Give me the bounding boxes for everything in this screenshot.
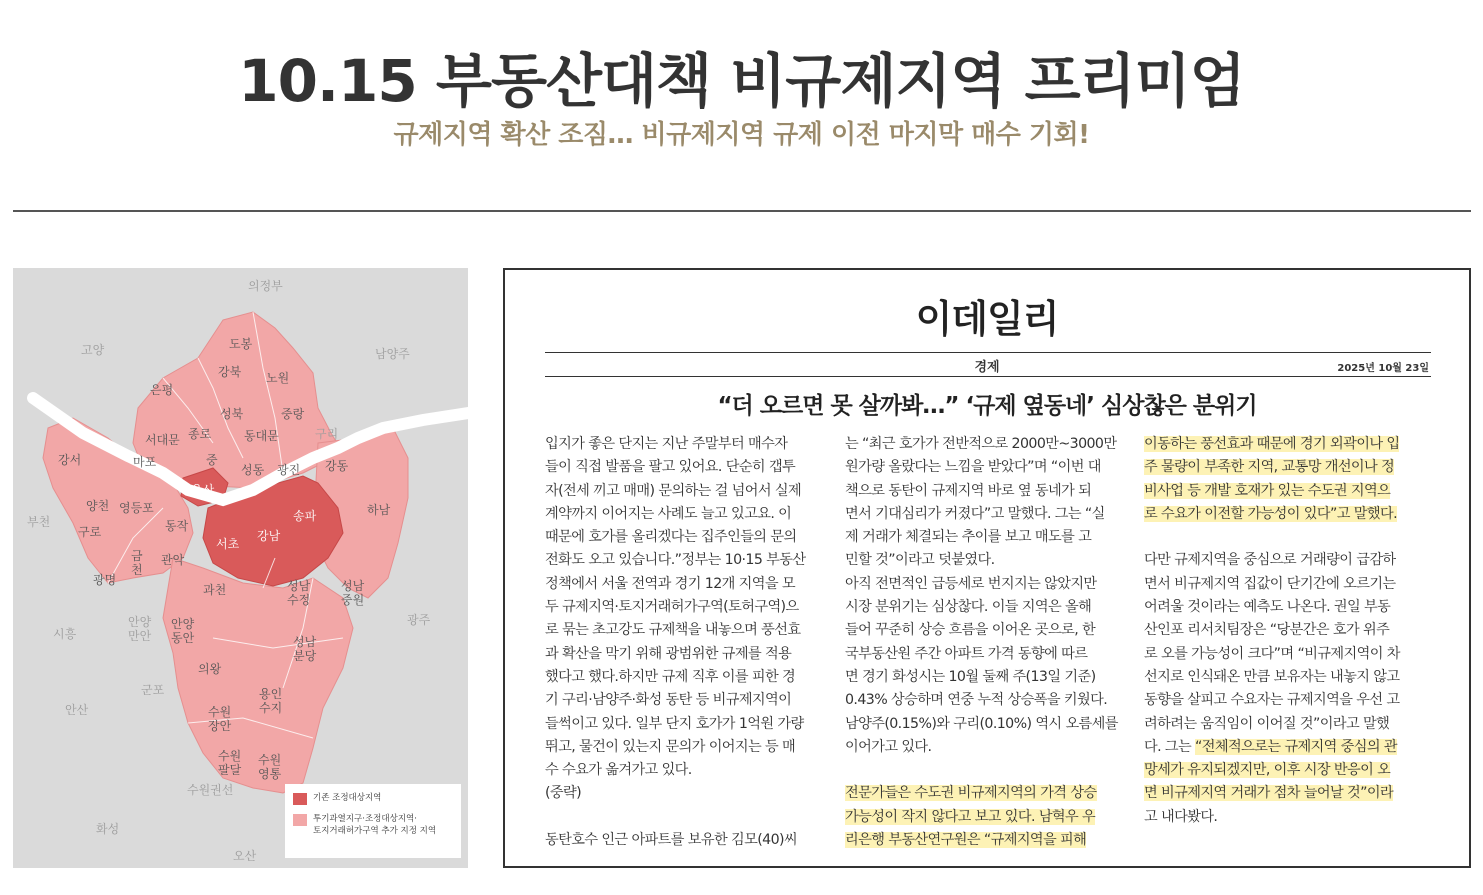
legend-label-existing: 기존 조정대상지역	[313, 793, 382, 803]
label-yongin-suji: 용인 수지	[259, 687, 283, 715]
article-line	[1144, 433, 1432, 456]
article-line-text: 면 경기 화성시는 10월 둘째 주(13일 기준)	[845, 668, 1096, 685]
label-dongjak: 동작	[165, 519, 189, 533]
label-gwanak: 관악	[161, 553, 185, 567]
label-guri: 구리	[315, 427, 339, 441]
article-line	[845, 619, 1133, 642]
label-mapo: 마포	[133, 455, 157, 469]
article-line-text: 입지가 좋은 단지는 지난 주말부터 매수자	[545, 436, 788, 452]
article-line	[545, 596, 833, 619]
label-yeongdeungpo: 영등포	[119, 501, 154, 515]
article-line	[545, 689, 833, 712]
article-line	[845, 829, 1133, 852]
map-graphic	[13, 268, 468, 868]
label-bucheon: 부천	[27, 515, 51, 529]
article-line	[1144, 782, 1432, 805]
article-line-text: 민할 것”이라고 덧붙였다.	[845, 552, 995, 569]
article-headline: “더 오르면 못 살까봐…” ‘규제 옆동네’ 심상찮은 분위기	[717, 393, 1257, 419]
article-line	[545, 806, 833, 829]
regulation-map	[13, 268, 468, 868]
label-seongdong: 성동	[241, 463, 265, 477]
article-line-text: 아직 전면적인 급등세로 번지지는 않았지만	[845, 575, 1097, 592]
article-line-text: 다. 그는	[1144, 738, 1196, 755]
label-gwangjin: 광진	[277, 463, 301, 477]
article-line-text: 국부동산원 주간 아파트 가격 동향에 따르	[845, 645, 1088, 662]
article-line	[845, 549, 1133, 572]
article-line	[845, 736, 1133, 759]
divider	[13, 210, 1471, 212]
label-seongnam-bundang: 성남 분당	[293, 635, 317, 663]
article-line	[845, 503, 1133, 526]
label-hanam: 하남	[367, 503, 391, 517]
publication-date: 2025년 10월 23일	[1337, 363, 1429, 374]
article-line-text: 전문가들은 수도권 비규제지역의 가격 상승	[845, 785, 1097, 802]
article-line-text: 면 비규제지역 거래가 점차 늘어날 것”이라	[1144, 785, 1394, 802]
article-line-text: 때문에 호가를 올리겠다는 집주인들의 문의	[545, 529, 797, 546]
label-geumcheon: 금 천	[131, 549, 143, 577]
label-gangbuk: 강북	[218, 365, 242, 379]
label-eunpyeong: 은평	[150, 383, 174, 397]
label-yongsan: 용산	[191, 483, 215, 497]
label-gwangmyeong: 광명	[93, 573, 117, 587]
article-column-3	[1144, 433, 1432, 829]
article-line	[1144, 456, 1432, 479]
article-line	[1144, 480, 1432, 503]
article-line-text: 0.43% 상승하며 연중 누적 상승폭을 키웠다.	[845, 692, 1108, 709]
article-line-text: 남양주(0.15%)와 구리(0.10%) 역시 오름세를	[845, 715, 1118, 732]
article-column-2	[845, 433, 1133, 852]
article-line-text: 로 수요가 이전할 가능성이 있다”고 말했다.	[1144, 505, 1397, 522]
article-line-text: 들썩이고 있다. 일부 단지 호가가 1억원 가량	[545, 715, 804, 732]
article-line	[545, 503, 833, 526]
article-line	[545, 549, 833, 572]
label-jungnang: 중랑	[281, 407, 305, 421]
article-line-text: 들이 직접 발품을 팔고 있어요. 단순히 갭투	[545, 459, 796, 476]
label-namyangju: 남양주	[375, 347, 410, 361]
article-line	[845, 689, 1133, 712]
article-line	[845, 713, 1133, 736]
article-line-text: 동향을 살피고 수요자는 규제지역을 우선 고	[1144, 692, 1400, 709]
article-line-text: 로 오를 가능성이 크다”며 “비규제지역이 차	[1144, 645, 1400, 662]
label-jung: 중	[206, 453, 218, 467]
label-gunpo: 군포	[141, 683, 165, 697]
label-songpa: 송파	[293, 509, 317, 523]
article-line	[545, 736, 833, 759]
label-gwacheon: 과천	[203, 583, 227, 597]
article-line	[1144, 713, 1432, 736]
article-line	[545, 782, 833, 805]
label-seocho: 서초	[216, 537, 240, 551]
article-line-text: 선지로 인식돼온 만큼 보유자는 내놓지 않고	[1144, 668, 1400, 685]
article-line-text: 들어 꾸준히 상승 흐름을 이어온 곳으로, 한	[845, 622, 1096, 639]
article-line	[1144, 573, 1432, 596]
article-line	[1144, 619, 1432, 642]
article-line	[545, 456, 833, 479]
article-line-text: 두 규제지역·토지거래허가구역(토허구역)으	[545, 599, 799, 616]
article-line	[845, 643, 1133, 666]
label-seongnam-sujeong: 성남 수정	[287, 579, 311, 607]
article-line-text: 망세가 유지되겠지만, 이후 시장 반응이 오	[1144, 762, 1391, 779]
article-line	[1144, 806, 1432, 829]
article-line-text: 어려울 것이라는 예측도 나온다. 권일 부동	[1144, 599, 1391, 616]
article-line-text: 려하려는 움직임이 이어질 것”이라고 말했	[1144, 715, 1390, 732]
legend-swatch-added	[293, 814, 307, 826]
label-nowon: 노원	[266, 371, 290, 385]
page-title: 10.15 부동산대책 비규제지역 프리미엄	[238, 47, 1245, 115]
article-line-text: 수 수요가 옮겨가고 있다.	[545, 762, 692, 779]
article-line-text: 리은행 부동산연구원은 “규제지역을 피해	[845, 832, 1087, 849]
label-gangdong: 강동	[325, 459, 349, 473]
article-line-text: 했다고 했다.하지만 규제 직후 이를 피한 경	[545, 668, 796, 685]
article-line-text: 자(전세 끼고 매매) 문의하는 걸 넘어서 실제	[545, 482, 802, 499]
article-line	[845, 782, 1133, 805]
legend-swatch-existing	[293, 793, 307, 805]
article-line	[545, 619, 833, 642]
label-uijeongbu: 의정부	[248, 279, 283, 293]
article-line	[1144, 736, 1432, 759]
article-column-1	[545, 433, 833, 852]
article-line-text: 시장 분위기는 심상찮다. 이들 지역은 올해	[845, 599, 1092, 616]
label-suwon-yeongtong: 수원 영통	[258, 753, 282, 781]
masthead-rule	[545, 352, 1431, 353]
label-suwon-paldal: 수원 팔달	[218, 749, 242, 777]
article-line	[845, 759, 1133, 782]
label-anyang-manan: 안양 만안	[128, 615, 152, 643]
article-line-text: 정책에서 서울 전역과 경기 12개 지역을 모	[545, 575, 795, 592]
article-line-text: 면서 기대심리가 커졌다”고 말했다. 그는 “실	[845, 505, 1105, 522]
legend-label-added-line1: 투기과열지구·조정대상지역·	[313, 814, 417, 824]
article-line	[1144, 759, 1432, 782]
article-line	[1144, 503, 1432, 526]
article-line	[845, 526, 1133, 549]
newspaper-masthead: 이데일리	[915, 297, 1059, 341]
article-line-text: 비사업 등 개발 호재가 있는 수도권 지역으	[1144, 482, 1391, 499]
article-line	[1144, 596, 1432, 619]
article-line	[845, 596, 1133, 619]
article-line	[545, 666, 833, 689]
label-uiwang: 의왕	[198, 662, 222, 676]
legend-label-added	[313, 813, 436, 837]
article-line-text: 동탄호수 인근 아파트를 보유한 김모(40)씨	[545, 832, 798, 849]
label-goyang: 고양	[81, 343, 105, 357]
label-ansan: 안산	[65, 703, 89, 717]
article-line	[845, 433, 1133, 456]
article-line-text: 면서 비규제지역 집값이 단기간에 오르기는	[1144, 575, 1396, 592]
article-line-text: 이동하는 풍선효과 때문에 경기 외곽이나 입	[1144, 436, 1400, 452]
article-line	[545, 643, 833, 666]
newspaper-clipping	[503, 268, 1471, 868]
map-legend	[285, 784, 461, 858]
label-hwaseong: 화성	[96, 822, 120, 836]
article-line	[1144, 689, 1432, 712]
article-line	[545, 829, 833, 852]
section-rule	[545, 376, 1431, 377]
label-dobong: 도봉	[229, 337, 253, 351]
article-line-text: 산인포 리서치팀장은 “당분간은 호가 위주	[1144, 622, 1390, 639]
article-line-text: “전체적으로는 규제지역 중심의 관	[1195, 738, 1397, 755]
label-seodaemun: 서대문	[145, 433, 180, 447]
article-line-text: 주 물량이 부족한 지역, 교통망 개선이나 정	[1144, 459, 1395, 476]
article-line-text: 원가량 올랐다는 느낌을 받았다”며 “이번 대	[845, 459, 1101, 476]
label-seongbuk: 성북	[220, 407, 244, 421]
article-line-text: 제 거래가 체결되는 추이를 보고 매도를 고	[845, 529, 1092, 546]
article-line	[545, 573, 833, 596]
article-line-text: 뛰고, 물건이 있는지 문의가 이어지는 등 매	[545, 738, 796, 755]
article-line-text: 는 “최근 호가가 전반적으로 2000만~3000만	[845, 436, 1117, 452]
article-line-text: 과 확산을 막기 위해 광범위한 규제를 적용	[545, 645, 792, 662]
article-line	[1144, 666, 1432, 689]
label-suwon-jangan: 수원 장안	[208, 705, 232, 733]
label-yangcheon: 양천	[86, 499, 110, 513]
label-dongdaemun: 동대문	[244, 429, 279, 443]
article-line	[1144, 526, 1432, 549]
article-line	[545, 433, 833, 456]
article-line-text: 다만 규제지역을 중심으로 거래량이 급감하	[1144, 552, 1396, 569]
article-line	[545, 713, 833, 736]
page-subtitle: 규제지역 확산 조짐… 비규제지역 규제 이전 마지막 매수 기회!	[393, 120, 1090, 150]
article-line	[845, 806, 1133, 829]
legend-label-added-line2: 토지거래허가구역 추가 지정 지역	[313, 826, 437, 836]
article-line	[545, 759, 833, 782]
article-line-text: (중략)	[545, 785, 582, 802]
legend-added	[293, 813, 453, 837]
article-line	[845, 456, 1133, 479]
label-gangseo: 강서	[58, 453, 82, 467]
label-siheung: 시흥	[53, 627, 77, 641]
label-suwon-gwonseon: 수원권선	[187, 783, 234, 797]
section-name: 경제	[974, 360, 1000, 375]
article-line	[545, 480, 833, 503]
label-osan: 오산	[233, 849, 257, 863]
label-gwangju: 광주	[407, 613, 431, 627]
article-line	[545, 526, 833, 549]
article-line	[1144, 643, 1432, 666]
article-line-text: 이어가고 있다.	[845, 738, 932, 755]
legend-existing	[293, 792, 453, 805]
article-line	[845, 573, 1133, 596]
article-line-text: 가능성이 작지 않다고 보고 있다. 남혁우 우	[845, 808, 1096, 825]
article-line	[1144, 549, 1432, 572]
article-line-text: 계약까지 이어지는 사례도 늘고 있고요. 이	[545, 505, 792, 522]
article-line-text: 기 구리·남양주·화성 동탄 등 비규제지역이	[545, 692, 792, 709]
article-line-text: 로 묶는 초고강도 규제책을 내놓으며 풍선효	[545, 622, 801, 639]
article-line-text: 전화도 오고 있습니다.”정부는 10·15 부동산	[545, 552, 806, 569]
label-gangnam: 강남	[257, 529, 281, 543]
article-line-text: 책으로 동탄이 규제지역 바로 옆 동네가 되	[845, 482, 1092, 499]
article-line	[845, 480, 1133, 503]
label-guro: 구로	[78, 525, 102, 539]
label-anyang-dongan: 안양 동안	[171, 617, 195, 645]
article-line-text: 고 내다봤다.	[1144, 808, 1218, 825]
article-line	[845, 666, 1133, 689]
label-jongno: 종로	[188, 427, 212, 441]
label-seongnam-jungwon: 성남 중원	[341, 579, 365, 607]
